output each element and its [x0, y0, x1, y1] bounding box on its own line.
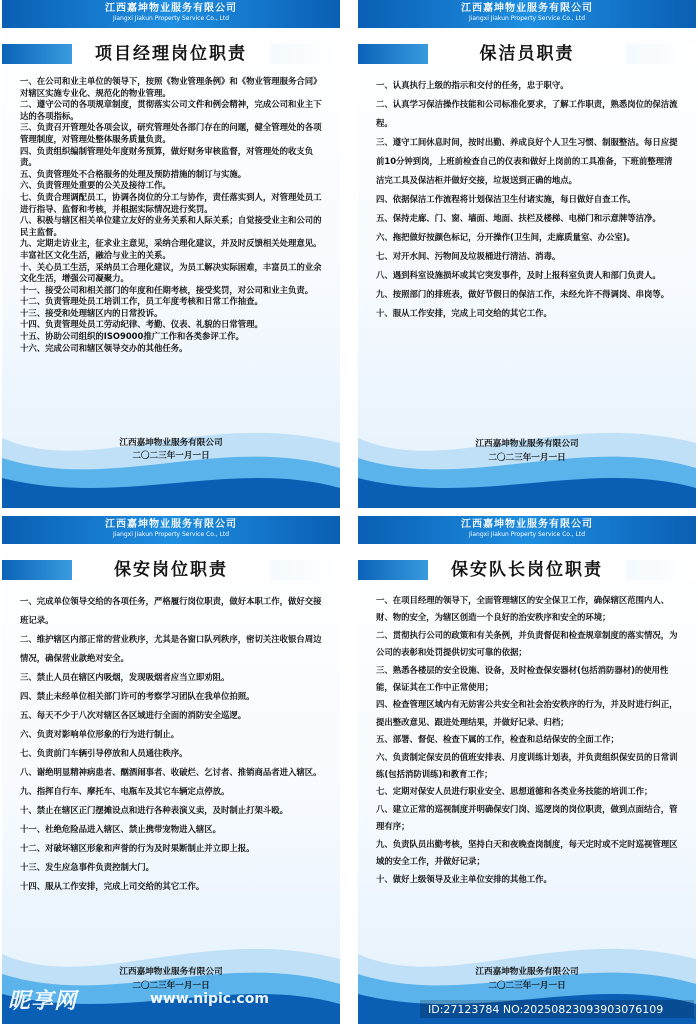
duty-item: 十、禁止在辖区正门摆摊设点和进行各种表演义卖，及时制止打架斗殴。 — [20, 805, 288, 815]
title-band — [2, 556, 340, 584]
duty-item: 三、禁止人员在辖区内吸烟，发现吸烟者应当立即劝阻。 — [20, 672, 230, 682]
duty-item: 六、负责对影响单位形象的行为进行制止。 — [20, 729, 180, 739]
duty-board-security-captain — [358, 516, 696, 1024]
board-title: 保洁员职责 — [479, 44, 575, 64]
duty-item: 九、负责队员出勤考核，坚持白天和夜晚查岗制度，每天定时或不定时巡视管理区域的安全工作，并做好记录； — [376, 838, 678, 867]
duty-item: 九、按照部门的排班表，做好节假日的保洁工作，未经允许不得调岗、串岗等。 — [376, 289, 670, 299]
duty-item: 一、在公司和业主单位的领导下，按照《物业管理条例》和《物业管理服务合同》对辖区实施专业化、规范化的物业管理。 — [20, 76, 322, 98]
duty-list — [20, 592, 324, 896]
company-header — [2, 516, 340, 544]
sign-date: 二〇二三年一月一日 — [132, 451, 210, 461]
duty-item: 十六、完成公司和辖区领导交办的其他任务。 — [20, 342, 188, 353]
duty-item: 五、部署、督促、检查下属的工作，检查和总结保安的全面工作； — [376, 734, 619, 745]
duty-item: 六、负责制定保安员的值班安排表、月度训练计划表，并负责组织保安员的日常训练(包括消防训练)和教育工作； — [376, 751, 678, 780]
duty-item: 四、禁止未经单位相关部门许可的考察学习团队在我单位拍照。 — [20, 691, 255, 701]
duty-item: 二、贯彻执行公司的政策和有关条例，并负责督促和检查规章制度的落实情况，为公司的表彰和处罚提供切实可靠的依据； — [376, 629, 678, 658]
duty-list — [20, 76, 324, 354]
duty-item: 六、负责管理处重要的公关及接待工作。 — [20, 180, 171, 191]
duty-board-security-guard — [2, 516, 340, 1024]
duty-item: 二、认真学习保洁操作技能和公司标准化要求，了解工作职责，熟悉岗位的保洁流程。 — [376, 99, 678, 128]
duty-item: 十、关心员工生活，采纳员工合理化建议，为员工解决实际困难，丰富员工的业余文化生活，增强公司凝聚力。 — [20, 261, 322, 284]
company-header — [2, 0, 340, 28]
sign-date: 二〇二三年一月一日 — [488, 981, 566, 991]
company-header — [358, 516, 696, 544]
duty-item: 三、遵守工间休息时间，按时出勤、养成良好个人卫生习惯、制服整洁。每日应提前10分钟到岗，上班前检查自己的仪表和做好上岗前的工具准备，下班前整理清洁完工具及保洁柜并做好交接，垃圾送到正确的地点。 — [376, 137, 678, 185]
sign-company: 江西嘉坤物业服务有限公司 — [119, 967, 223, 977]
duty-item: 二、维护辖区内部正常的营业秩序，尤其是各窗口队列秩序，密切关注收银台周边情况，确保营业款绝对安全。 — [20, 634, 322, 663]
duty-item: 十四、服从工作安排，完成上司交给的其它工作。 — [20, 881, 205, 891]
company-name-cn: 江西嘉坤物业服务有限公司 — [105, 519, 237, 530]
duty-board-cleaner — [358, 0, 696, 508]
title-band — [2, 40, 340, 68]
duty-item: 五、负责管理处不合格服务的处理及预防措施的制订与实施。 — [20, 168, 247, 179]
duty-item: 二、遵守公司的各项规章制度，贯彻落实公司文件和例会精神，完成公司和业主下达的各项指标。 — [20, 99, 322, 121]
title-band — [358, 556, 696, 584]
duty-item: 十四、负责管理处员工劳动纪律、考勤、仪表、礼貌的日常管理。 — [20, 319, 263, 330]
company-name-en: Jiangxi Jiakun Property Service Co., Ltd — [468, 531, 586, 538]
board-title: 项目经理岗位职责 — [95, 44, 247, 64]
duty-item: 八、遇到科室设施损坏或其它突发事件，及时上报科室负责人和部门负责人。 — [376, 270, 661, 280]
sign-company: 江西嘉坤物业服务有限公司 — [475, 967, 579, 977]
duty-item: 十三、接受和处理辖区内的日常投诉。 — [20, 307, 163, 318]
duty-item: 一、认真执行上级的指示和交付的任务，忠于职守。 — [376, 80, 569, 90]
duty-item: 三、熟悉各楼层的安全设施、设备，及时检查保安器材(包括消防器材)的使用性能，保证其在工作中正常使用； — [376, 664, 669, 693]
sign-date: 二〇二三年一月一日 — [488, 453, 566, 463]
watermark-logo: 昵享网 — [8, 989, 78, 1014]
watermark-id: ID:27123784 NO:20250823093903076109 — [428, 1003, 664, 1016]
company-name-en: Jiangxi Jiakun Property Service Co., Ltd — [112, 15, 230, 22]
board-title: 保安岗位职责 — [114, 560, 228, 580]
duty-item: 四、检查管理区域内有无妨害公共安全和社会治安秩序的行为，并及时进行纠正，提出整改意见、跟进处理结果，并做好记录、归档； — [376, 699, 678, 727]
duty-item: 七、定期对保安人员进行职业安全、思想道德和各类业务技能的培训工作； — [376, 786, 653, 797]
duty-item: 四、依据保洁工作流程将计划保洁卫生付诸实施，每日做好自查工作。 — [376, 194, 636, 204]
duty-board-project-manager — [2, 0, 340, 508]
duty-item: 十一、杜绝危险品进入辖区、禁止携带宠物进入辖区。 — [20, 824, 221, 834]
duty-item: 五、每天不少于八次对辖区各区域进行全面的消防安全巡逻。 — [20, 710, 247, 720]
duty-item: 一、在项目经理的领导下，全面管理辖区的安全保卫工作，确保辖区范围内人、财、物的安全，为辖区创造一个良好的治安秩序和安全的环境； — [376, 595, 670, 623]
duty-item: 十、服从工作安排，完成上司交给的其它工作。 — [376, 308, 552, 318]
duty-item: 十三、发生应急事件负责控制大门。 — [20, 862, 154, 872]
watermark-url: www.nipic.com — [150, 991, 269, 1007]
duty-item: 四、负责组织编制管理处年度财务预算，做好财务审核监督，对管理处的收支负责。 — [20, 145, 314, 168]
sign-company: 江西嘉坤物业服务有限公司 — [119, 438, 223, 448]
duty-item: 十五、协助公司组织的ISO9000推广工作和各类参评工作。 — [20, 331, 244, 342]
duty-item: 九、定期走访业主，征求业主意见，采纳合理化建议，并及时反馈相关处理意见。丰富社区文化生活，融洽与业主的关系。 — [20, 238, 322, 260]
duty-item: 五、保持走廊、门、窗、墙面、地面、扶栏及楼梯、电梯门和示意牌等洁净。 — [376, 213, 661, 223]
company-name-en: Jiangxi Jiakun Property Service Co., Ltd — [112, 531, 230, 538]
company-name-en: Jiangxi Jiakun Property Service Co., Ltd — [468, 15, 586, 22]
sign-company: 江西嘉坤物业服务有限公司 — [475, 439, 579, 449]
duty-item: 十二、负责管理处员工培训工作，员工年度考核和日常工作抽查。 — [20, 296, 263, 307]
duty-item: 七、负责合理调配员工，协调各岗位的分工与协作，责任落实到人，对管理处员工进行指导、监督和考核，并根据实际情况进行奖罚。 — [20, 191, 322, 214]
board-title: 保安队长岗位职责 — [451, 560, 603, 580]
duty-list — [376, 76, 680, 323]
company-name-cn: 江西嘉坤物业服务有限公司 — [461, 3, 593, 14]
duty-item: 十、做好上级领导及业主单位安排的其他工作。 — [376, 873, 552, 884]
duty-item: 八、建立正常的巡视制度并明确保安门岗、巡逻岗的岗位职责，做到点面结合，管理有序； — [376, 803, 678, 832]
duty-item: 九、指挥自行车、摩托车、电瓶车及其它车辆定点停放。 — [20, 786, 230, 796]
duty-item: 七、负责前门车辆引导停放和人员通往秩序。 — [20, 748, 188, 758]
duty-item: 十二、对破坏辖区形象和声誉的行为及时果断制止并立即上报。 — [20, 843, 255, 853]
duty-item: 八、积极与辖区相关单位建立友好的业务关系和人际关系；自觉接受业主和公司的民主监督。 — [20, 215, 322, 237]
duty-item: 十一、接受公司和相关部门的年度和任期考核，接受奖罚，对公司和业主负责。 — [20, 284, 314, 295]
duty-item: 一、完成单位领导交给的各项任务，严格履行岗位职责，做好本职工作，做好交接班记录。 — [20, 596, 322, 625]
title-band — [358, 40, 696, 68]
duty-item: 七、对开水间、污物间及垃圾桶进行清洁、消毒。 — [376, 251, 561, 261]
company-header — [358, 0, 696, 28]
duty-item: 六、拖把做好按颜色标记，分开操作(卫生间，走廊质量室、办公室)。 — [376, 232, 635, 242]
company-name-cn: 江西嘉坤物业服务有限公司 — [105, 3, 237, 14]
company-name-cn: 江西嘉坤物业服务有限公司 — [461, 519, 593, 530]
duty-item: 八、谢绝明显精神病患者、酗酒闹事者、收破烂、乞讨者、推销商品者进入辖区。 — [20, 767, 322, 777]
sign-date: 二〇二三年一月一日 — [132, 981, 210, 991]
duty-list — [376, 592, 680, 888]
duty-item: 三、负责召开管理处各项会议，研究管理处各部门存在的问题，健全管理处的各项管理制度，对管理处整体服务质量负责。 — [20, 122, 322, 144]
